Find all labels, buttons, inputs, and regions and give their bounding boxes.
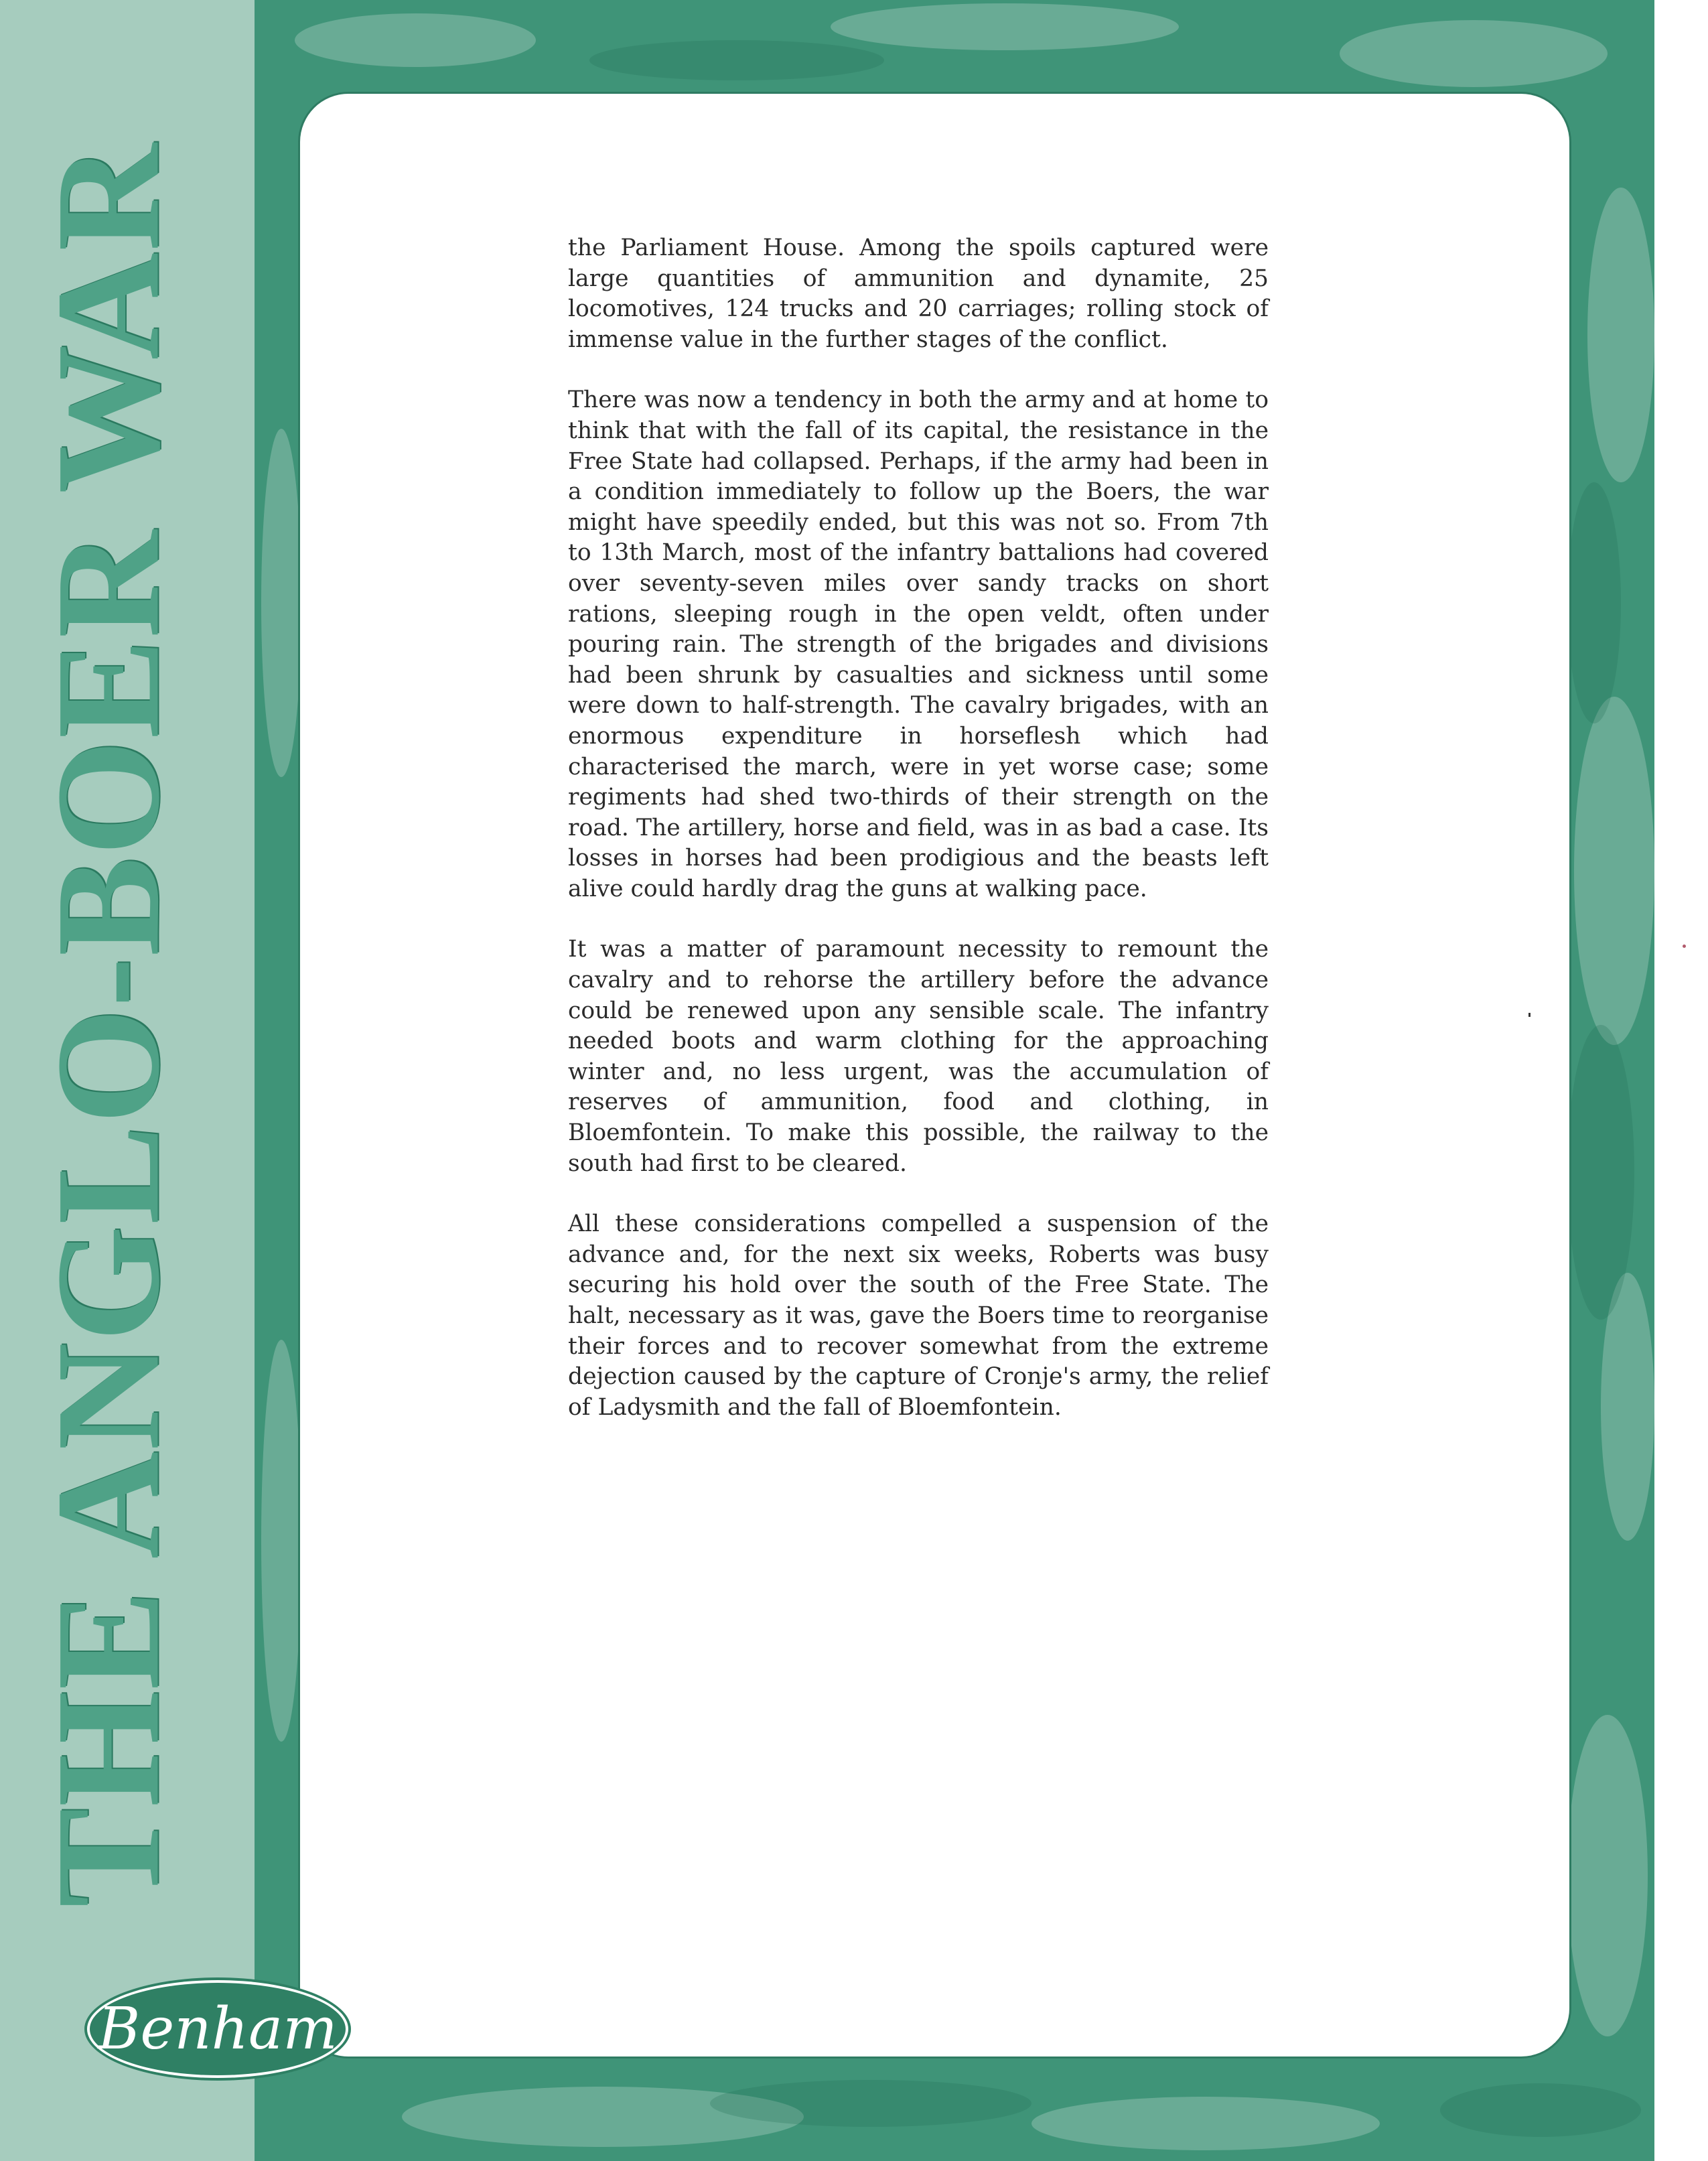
paragraph: the Parliament House. Among the spoils captured were large quantities of ammunition and dynamite, 25 locomotives, 124 trucks and 20 carriages; rolling stock of immense value in the further stages of the conflict. xyxy=(568,234,1269,353)
publisher-logo xyxy=(90,1983,346,2075)
scan-margin xyxy=(1654,0,1708,2161)
paragraph: There was now a tendency in both the army and at home to think that with the fall of its capital, the resistance in the Free State had collapsed. Perhaps, if the army had been in a condition immediately to follow up the Boers, the war might have speedily ended, but this was not so. From 7th to 13th March, most of the infantry battalions had covered over seventy-seven miles over sandy tracks on short rations, sleeping rough in the open veldt, often under pouring rain. The strength of the brigades and divisions had been shrunk by casualties and sickness until some were down to half-strength. The cavalry brigades, with an enormous expenditure in horseflesh which had characterised the march, were in yet worse case; some regiments had shed two-thirds of their strength on the road. The artillery, horse and field, was in as bad a case. Its losses in horses had been prodigious and the beasts left alive could hardly drag the guns at walking pace. xyxy=(568,387,1269,902)
paragraph: All these considerations compelled a suspension of the advance and, for the next six weeks, Roberts was busy securing his hold over the south of the Free State. The halt, necessary as it was, gave the Boers time to reorganise their forces and to recover somewhat from the extreme dejection caused by the capture of Cronje's army, the relief of Ladysmith and the fall of Bloemfontein. xyxy=(568,1210,1269,1421)
content-panel xyxy=(300,94,1569,2057)
scan-speck xyxy=(1528,1013,1531,1017)
series-title: THE ANGLO-BOER WAR xyxy=(25,142,191,1908)
article-body xyxy=(568,233,1269,1453)
scan-speck xyxy=(1683,945,1686,948)
logo-text: Benham xyxy=(98,1996,338,2063)
paragraph: It was a matter of paramount necessity to remount the cavalry and to rehorse the artillery before the advance could be renewed upon any sensible scale. The infantry needed boots and warm clothing for the approaching winter and, no less urgent, was the accumulation of reserves of ammunition, food and clothing, in Bloemfontein. To make this possible, the railway to the south had first to be cleared. xyxy=(568,936,1269,1177)
